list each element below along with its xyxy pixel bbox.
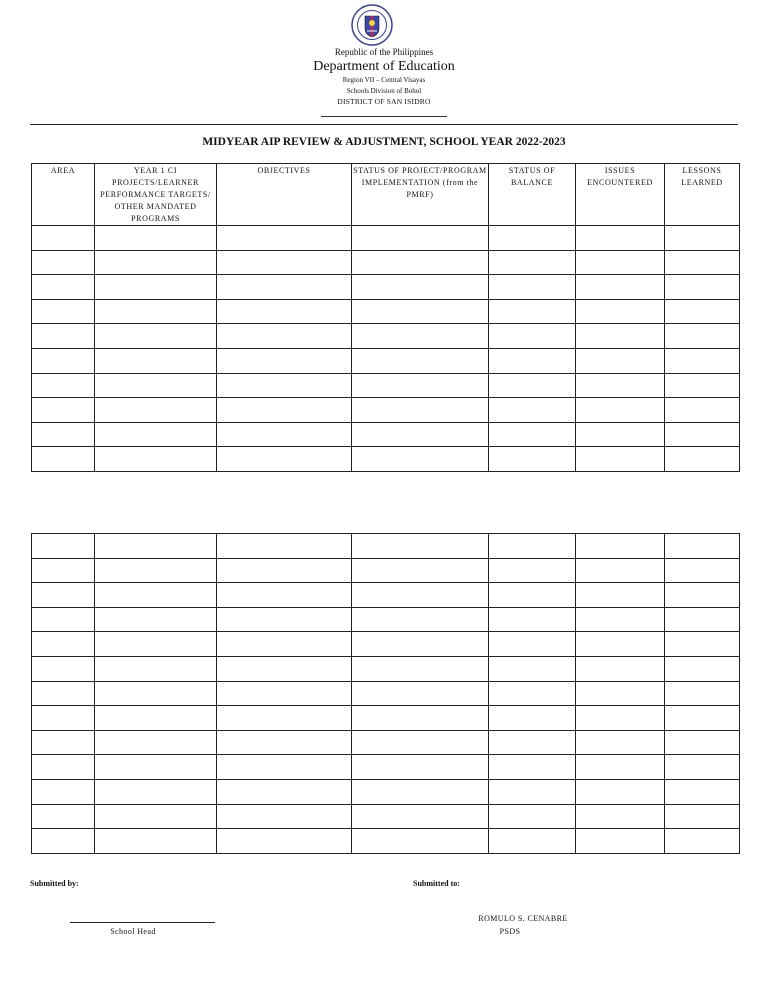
table-cell: [217, 607, 352, 632]
department-name: Department of Education: [313, 59, 455, 74]
table-cell: [352, 226, 489, 251]
table-cell: [576, 534, 665, 559]
table-cell: [32, 422, 95, 447]
col-header-issues: ISSUES ENCOUNTERED: [576, 164, 665, 226]
table-row: [32, 829, 740, 854]
table-row: [32, 607, 740, 632]
table-cell: [217, 534, 352, 559]
table-cell: [95, 324, 217, 349]
table-row: [32, 534, 740, 559]
table-cell: [32, 226, 95, 251]
table-cell: [32, 829, 95, 854]
table-cell: [576, 558, 665, 583]
table-cell: [95, 226, 217, 251]
table-cell: [576, 299, 665, 324]
table-cell: [95, 558, 217, 583]
table-cell: [489, 632, 576, 657]
school-head-label: School Head: [110, 927, 156, 936]
table-row: [32, 324, 740, 349]
table-row: [32, 348, 740, 373]
table-cell: [665, 373, 740, 398]
table-cell: [665, 348, 740, 373]
table-cell: [217, 299, 352, 324]
table-cell: [217, 632, 352, 657]
division-line: Schools Division of Bohol: [346, 87, 422, 95]
table-cell: [489, 730, 576, 755]
table-row: [32, 804, 740, 829]
table-cell: [95, 583, 217, 608]
table-cell: [95, 656, 217, 681]
table-cell: [32, 447, 95, 472]
table-row: [32, 422, 740, 447]
col-header-balance-status: STATUS OF BALANCE: [489, 164, 576, 226]
table-cell: [352, 373, 489, 398]
table-cell: [32, 348, 95, 373]
table-row: [32, 250, 740, 275]
table-cell: [489, 275, 576, 300]
table-cell: [352, 324, 489, 349]
table-cell: [576, 422, 665, 447]
table-cell: [665, 755, 740, 780]
table-cell: [95, 422, 217, 447]
table-cell: [32, 583, 95, 608]
table-cell: [217, 324, 352, 349]
table-cell: [489, 534, 576, 559]
table-cell: [352, 348, 489, 373]
table-cell: [352, 398, 489, 423]
table-cell: [489, 755, 576, 780]
table-cell: [95, 755, 217, 780]
table-cell: [217, 583, 352, 608]
table-cell: [489, 779, 576, 804]
table-row: [32, 558, 740, 583]
table-cell: [489, 324, 576, 349]
table-header-row: [32, 164, 740, 226]
table-cell: [32, 755, 95, 780]
table-cell: [576, 398, 665, 423]
table-cell: [217, 730, 352, 755]
table-cell: [217, 755, 352, 780]
table-cell: [489, 558, 576, 583]
table-cell: [665, 250, 740, 275]
table-cell: [217, 348, 352, 373]
table-row: [32, 299, 740, 324]
region-line: Region VII – Central Visayas: [342, 76, 426, 84]
table-cell: [32, 558, 95, 583]
table-cell: [217, 447, 352, 472]
table-cell: [217, 804, 352, 829]
table-cell: [576, 250, 665, 275]
table-cell: [489, 348, 576, 373]
aip-table-page-1: [31, 163, 740, 472]
col-header-projects: YEAR 1 CI PROJECTS/LEARNER PERFORMANCE TARGETS/ OTHER MANDATED PROGRAMS: [95, 164, 217, 226]
district-line: DISTRICT OF SAN ISIDRO: [337, 97, 431, 106]
table-cell: [352, 730, 489, 755]
table-cell: [576, 681, 665, 706]
table-cell: [489, 250, 576, 275]
table-cell: [352, 656, 489, 681]
table-row: [32, 373, 740, 398]
table-cell: [217, 681, 352, 706]
table-cell: [95, 681, 217, 706]
table-cell: [95, 348, 217, 373]
table-row: [32, 226, 740, 251]
table-cell: [32, 607, 95, 632]
header-divider: [30, 124, 738, 125]
table-row: [32, 583, 740, 608]
table-cell: [665, 829, 740, 854]
table-cell: [95, 275, 217, 300]
table-cell: [489, 681, 576, 706]
table-cell: [32, 324, 95, 349]
table-cell: [217, 558, 352, 583]
table-cell: [489, 804, 576, 829]
table-cell: [32, 534, 95, 559]
table-cell: [32, 656, 95, 681]
table-cell: [217, 706, 352, 731]
table-cell: [665, 534, 740, 559]
table-cell: [665, 299, 740, 324]
table-cell: [95, 398, 217, 423]
table-row: [32, 275, 740, 300]
table-cell: [576, 583, 665, 608]
table-cell: [352, 804, 489, 829]
table-row: [32, 447, 740, 472]
table-cell: [665, 275, 740, 300]
table-cell: [576, 373, 665, 398]
table-cell: [32, 804, 95, 829]
table-cell: [665, 226, 740, 251]
table-cell: [217, 656, 352, 681]
table-cell: [576, 779, 665, 804]
table-cell: [665, 398, 740, 423]
aip-table-page-2: [31, 533, 740, 854]
table-cell: [352, 755, 489, 780]
table-cell: [352, 829, 489, 854]
table-cell: [576, 804, 665, 829]
table-cell: [489, 829, 576, 854]
table-cell: [352, 422, 489, 447]
table-cell: [576, 656, 665, 681]
table-cell: [352, 558, 489, 583]
psds-title: PSDS: [499, 927, 521, 936]
table-cell: [352, 681, 489, 706]
table-cell: [665, 730, 740, 755]
table-cell: [217, 829, 352, 854]
school-head-signature-line: [70, 922, 215, 923]
table-cell: [489, 373, 576, 398]
table-cell: [665, 681, 740, 706]
table-cell: [217, 275, 352, 300]
table-cell: [665, 706, 740, 731]
table-cell: [576, 275, 665, 300]
table-cell: [489, 447, 576, 472]
table-cell: [576, 324, 665, 349]
table-cell: [665, 447, 740, 472]
table-cell: [489, 226, 576, 251]
table-cell: [95, 632, 217, 657]
table-cell: [217, 226, 352, 251]
table-row: [32, 730, 740, 755]
table-cell: [95, 779, 217, 804]
table-cell: [352, 275, 489, 300]
table-cell: [665, 804, 740, 829]
table-cell: [32, 373, 95, 398]
table-cell: [576, 226, 665, 251]
table-cell: [576, 706, 665, 731]
table-cell: [576, 829, 665, 854]
submitted-to-label: Submitted to:: [413, 879, 460, 888]
col-header-objectives: OBJECTIVES: [217, 164, 352, 226]
table-cell: [665, 324, 740, 349]
table-cell: [489, 607, 576, 632]
table-cell: [489, 706, 576, 731]
table-cell: [489, 299, 576, 324]
table-cell: [217, 422, 352, 447]
table-cell: [665, 632, 740, 657]
psds-name: ROMULO S. CENABRE: [478, 914, 568, 923]
table-cell: [665, 656, 740, 681]
table-cell: [95, 250, 217, 275]
table-cell: [489, 656, 576, 681]
document-title: MIDYEAR AIP REVIEW & ADJUSTMENT, SCHOOL YEAR 2022-2023: [202, 136, 566, 148]
submitted-by-label: Submitted by:: [30, 879, 79, 888]
table-cell: [665, 607, 740, 632]
table-cell: [95, 804, 217, 829]
table-cell: [352, 706, 489, 731]
table-cell: [665, 583, 740, 608]
table-row: [32, 779, 740, 804]
table-row: [32, 632, 740, 657]
table-cell: [95, 447, 217, 472]
table-cell: [95, 607, 217, 632]
col-header-implementation-status: STATUS OF PROJECT/PROGRAM IMPLEMENTATION (from the PMRF): [352, 164, 489, 226]
table-cell: [217, 250, 352, 275]
table-cell: [32, 730, 95, 755]
table-row: [32, 398, 740, 423]
table-cell: [95, 534, 217, 559]
table-cell: [576, 755, 665, 780]
table-cell: [489, 583, 576, 608]
table-row: [32, 681, 740, 706]
table-cell: [32, 250, 95, 275]
table-cell: [576, 632, 665, 657]
table-cell: [32, 398, 95, 423]
table-row: [32, 656, 740, 681]
table-cell: [576, 447, 665, 472]
header-underline: [321, 116, 447, 117]
table-cell: [32, 275, 95, 300]
republic-line: Republic of the Philippines: [334, 47, 434, 57]
col-header-area: AREA: [32, 164, 95, 226]
table-row: [32, 706, 740, 731]
table-cell: [217, 779, 352, 804]
table-cell: [32, 681, 95, 706]
table-cell: [665, 558, 740, 583]
table-cell: [576, 607, 665, 632]
table-cell: [665, 779, 740, 804]
table-cell: [352, 534, 489, 559]
table-cell: [352, 447, 489, 472]
table-row: [32, 755, 740, 780]
table-cell: [95, 829, 217, 854]
table-cell: [352, 607, 489, 632]
table-cell: [576, 730, 665, 755]
table-cell: [665, 422, 740, 447]
table-cell: [32, 299, 95, 324]
table-cell: [32, 706, 95, 731]
table-cell: [352, 250, 489, 275]
deped-seal: [351, 4, 393, 46]
table-cell: [95, 299, 217, 324]
table-cell: [489, 422, 576, 447]
table-cell: [32, 779, 95, 804]
table-cell: [489, 398, 576, 423]
table-cell: [95, 373, 217, 398]
table-cell: [352, 583, 489, 608]
table-cell: [352, 632, 489, 657]
table-cell: [352, 299, 489, 324]
table-cell: [217, 373, 352, 398]
table-cell: [352, 779, 489, 804]
table-cell: [32, 632, 95, 657]
table-cell: [576, 348, 665, 373]
table-cell: [95, 706, 217, 731]
table-cell: [217, 398, 352, 423]
table-cell: [95, 730, 217, 755]
col-header-lessons: LESSONS LEARNED: [665, 164, 740, 226]
